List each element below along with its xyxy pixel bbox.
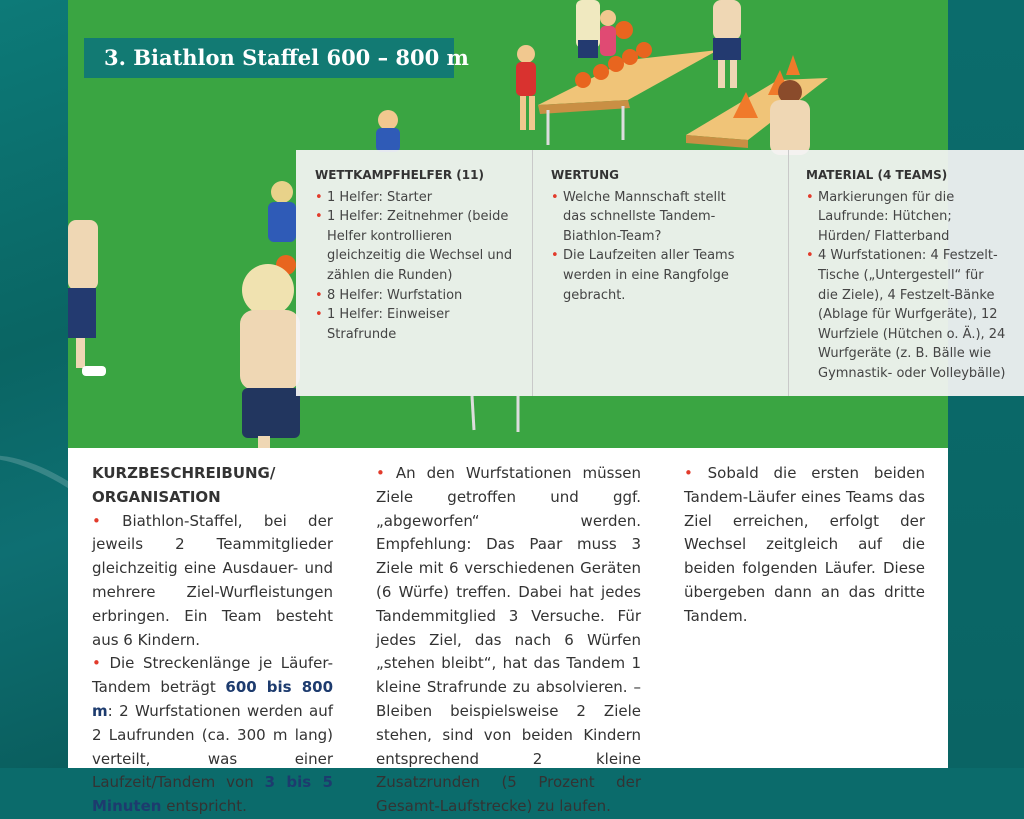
description-paragraph-3: • An den Wurfstationen müssen Ziele getroffen und ggf. „abgeworfen“ werden. Empfehlung: Das Paar muss 3 Ziele mit 6 verschiedenen Geräten (6 Würfe) treffen. Dabei hat jedes Tandemmitglied 3 Versuche. Für jedes Ziel, das nach 6 Würfen „stehen bleibt“, hat das Tandem 1 kleine Strafrunde zu absolvieren. – Bleiben beispielsweise 2 Ziele stehen, sind von beiden Kindern entsprechend 2 kleine Zusatzrunden (5 Prozent der Gesamt-Laufstrecke) zu laufen.	[376, 464, 641, 816]
child-yellow-top	[576, 0, 600, 58]
page-title: 3. Biathlon Staffel 600 – 800 m	[84, 38, 454, 78]
description-column-1	[92, 462, 333, 819]
adult-top-right	[713, 0, 741, 88]
description-column-2	[376, 462, 641, 819]
material-heading: MATERIAL (4 TEAMS)	[806, 168, 948, 182]
left-background-panel	[0, 0, 68, 768]
child-pink	[600, 10, 616, 56]
helpers-item: • 1 Helfer: Zeitnehmer (beide Helfer kontrollieren gleichzeitig die Wechsel und zählen die Runden)	[315, 207, 520, 285]
column-divider	[788, 150, 789, 396]
helpers-item: • 8 Helfer: Wurfstation	[315, 286, 520, 306]
child-blue-shirt-left	[268, 181, 296, 242]
info-box	[296, 150, 1024, 396]
description-heading: KURZBESCHREIBUNG/ ORGANISATION	[92, 464, 276, 506]
scoring-item: • Welche Mannschaft stellt das schnellste Tandem-Biathlon-Team?	[551, 188, 751, 247]
child-red-shirt	[516, 45, 536, 130]
column-divider	[532, 150, 533, 396]
material-column	[806, 166, 1006, 384]
adult-left-edge	[68, 220, 106, 376]
child-blue-shirt-center	[376, 110, 400, 152]
scoring-column	[551, 166, 751, 305]
material-item: • 4 Wurfstationen: 4 Festzelt-Tische („Untergestell“ für die Ziele), 4 Festzelt-Bänke (Ablage für Wurfgeräte), 12 Wurfziele (Hütchen o. Ä.), 24 Wurfgeräte (z. B. Bälle wie Gymnastik- oder Volleybälle)	[806, 246, 1006, 383]
helpers-column	[315, 166, 520, 344]
scoring-item: • Die Laufzeiten aller Teams werden in eine Rangfolge gebracht.	[551, 246, 751, 305]
helpers-item: • 1 Helfer: Starter	[315, 188, 520, 208]
material-item: • Markierungen für die Laufrunde: Hütchen; Hürden/ Flatterband	[806, 188, 1006, 247]
description-paragraph-2: • Die Streckenlänge je Läufer-Tandem beträgt 600 bis 800 m: 2 Wurfstationen werden auf 2 Laufrunden (ca. 300 m lang) verteilt, was einer Laufzeit/Tandem von 3 bis 5 Minuten entspricht.	[92, 654, 334, 816]
helpers-heading: WETTKAMPFHELFER (11)	[315, 168, 484, 182]
scoring-heading: WERTUNG	[551, 168, 619, 182]
adult-center-foreground	[240, 264, 300, 448]
helpers-item: • 1 Helfer: Einweiser Strafrunde	[315, 305, 520, 344]
description-paragraph-4: • Sobald die ersten beiden Tandem-Läufer eines Teams das Ziel erreichen, erfolgt der Wechsel zeitgleich auf die beiden folgenden Läufer. Diese übergeben dann an das dritte Tandem.	[684, 464, 925, 625]
description-paragraph-1: • Biathlon-Staffel, bei der jeweils 2 Teammitglieder gleichzeitig eine Ausdauer- und mehrere Ziel-Wurfleistungen erbringen. Ein Team besteht aus 6 Kindern.	[92, 511, 333, 649]
description-column-3	[684, 462, 925, 629]
